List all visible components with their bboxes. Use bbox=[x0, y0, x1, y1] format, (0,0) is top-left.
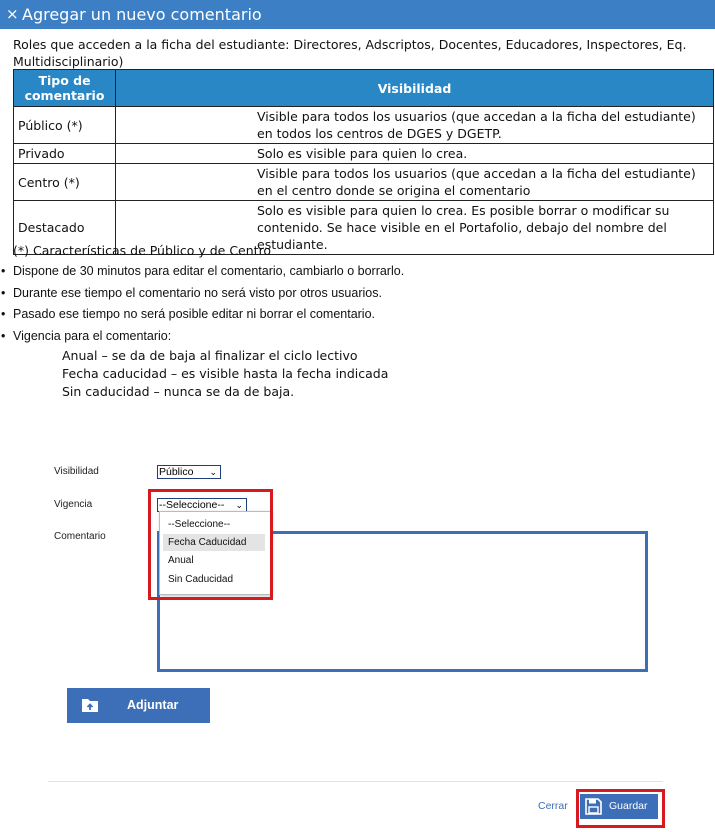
option-anual[interactable]: Anual bbox=[168, 555, 194, 566]
roles-description: Roles que acceden a la ficha del estudiante: Directores, Adscriptos, Docentes, Educadores, Inspectores, Eq. Multidisciplinario) bbox=[13, 37, 687, 69]
table-row bbox=[14, 144, 714, 164]
header-tipo: Tipo de comentario bbox=[14, 70, 116, 107]
dialog-title: Agregar un nuevo comentario bbox=[22, 5, 262, 24]
chevron-down-icon: ⌄ bbox=[209, 467, 217, 477]
vigencia-value: --Seleccione-- bbox=[159, 499, 225, 511]
row-visibilidad: Solo es visible para quien lo crea. bbox=[116, 144, 714, 164]
row-tipo: Público (*) bbox=[14, 107, 116, 144]
list-item: • Pasado ese tiempo no será posible editar ni borrar el comentario. bbox=[0, 306, 404, 328]
vigencia-line: Fecha caducidad – es visible hasta la fecha indicada bbox=[62, 366, 389, 381]
rules-list bbox=[0, 263, 404, 349]
visibilidad-label: Visibilidad bbox=[54, 466, 99, 477]
attach-file-icon bbox=[81, 697, 99, 716]
option-fecha-caducidad[interactable]: Fecha Caducidad bbox=[163, 534, 265, 551]
table-header-row bbox=[14, 70, 714, 107]
row-tipo: Destacado bbox=[14, 201, 116, 255]
adjuntar-label: Adjuntar bbox=[127, 698, 179, 712]
row-visibilidad: Visible para todos los usuarios (que accedan a la ficha del estudiante) en el centro donde se origina el comentario bbox=[116, 164, 714, 201]
row-tipo: Privado bbox=[14, 144, 116, 164]
chevron-down-icon: ⌄ bbox=[235, 500, 243, 510]
footer-divider bbox=[48, 781, 663, 782]
table-row bbox=[14, 107, 714, 144]
option-sin-caducidad[interactable]: Sin Caducidad bbox=[168, 574, 234, 585]
list-item: • Durante ese tiempo el comentario no será visto por otros usuarios. bbox=[0, 285, 404, 307]
header-visibilidad: Visibilidad bbox=[116, 70, 714, 107]
list-item: • Dispone de 30 minutos para editar el comentario, cambiarlo o borrarlo. bbox=[0, 263, 404, 285]
visibilidad-value: Público bbox=[159, 466, 194, 478]
row-tipo: Centro (*) bbox=[14, 164, 116, 201]
dialog-title-bar bbox=[0, 0, 715, 29]
vigencia-line: Anual – se da de baja al finalizar el ciclo lectivo bbox=[62, 348, 358, 363]
vigencia-label: Vigencia bbox=[54, 499, 93, 510]
row-visibilidad: Visible para todos los usuarios (que accedan a la ficha del estudiante) en todos los centros de DGES y DGETP. bbox=[116, 107, 714, 144]
vigencia-descriptions bbox=[62, 347, 388, 401]
list-item: • Vigencia para el comentario: bbox=[0, 328, 404, 350]
close-icon[interactable]: × bbox=[6, 5, 19, 23]
row-visibilidad: Solo es visible para quien lo crea. Es posible borrar o modificar su contenido. Se hace visible en el Portafolio, debajo del nombre del estudiante. bbox=[116, 201, 714, 255]
footnote: (*) Características de Público y de Centro bbox=[13, 243, 272, 258]
table-row bbox=[14, 164, 714, 201]
comment-types-table bbox=[13, 69, 714, 255]
highlight-box-guardar bbox=[576, 789, 665, 828]
vigencia-line: Sin caducidad – nunca se da de baja. bbox=[62, 384, 295, 399]
guardar-label: Guardar bbox=[609, 800, 648, 812]
visibilidad-select[interactable] bbox=[157, 465, 221, 479]
adjuntar-button[interactable] bbox=[67, 688, 210, 723]
option-seleccione[interactable]: --Seleccione-- bbox=[168, 519, 231, 530]
comentario-label: Comentario bbox=[54, 531, 106, 542]
cerrar-button[interactable]: Cerrar bbox=[538, 800, 568, 812]
highlight-box-vigencia bbox=[148, 489, 273, 600]
